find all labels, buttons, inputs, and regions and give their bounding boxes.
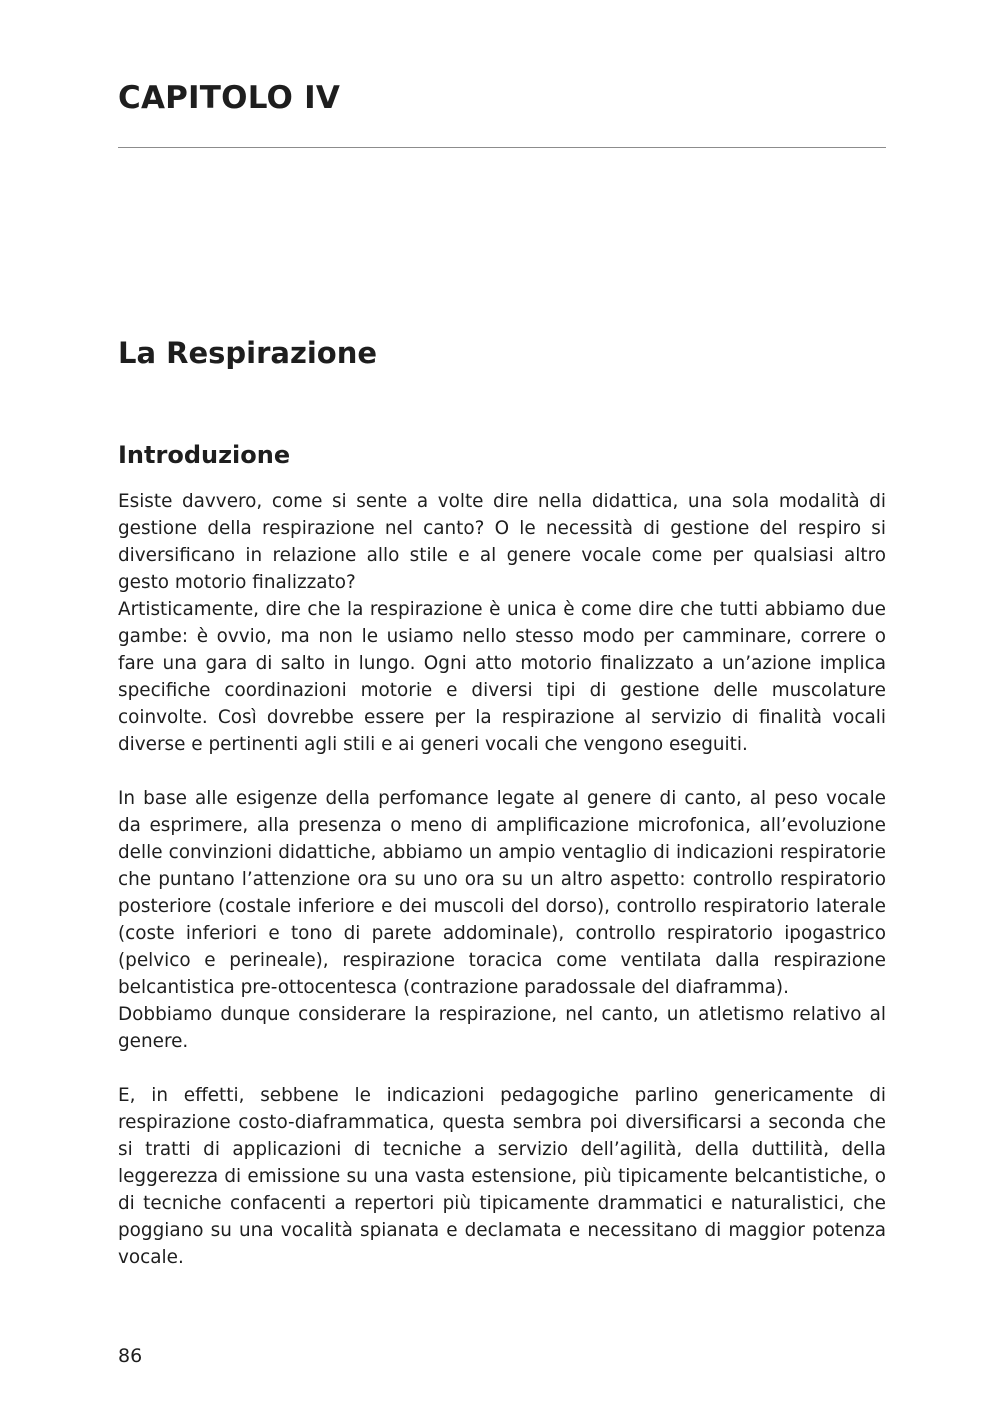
paragraph-line: Esiste davvero, come si sente a volte dire nella didattica, una sola modalità di gestione della respirazione nel canto? O le necessità di gestione del respiro si diversificano in relazione allo stile e al genere vocale come per qualsiasi altro gesto motorio finalizzato?	[118, 491, 886, 593]
chapter-label: CAPITOLO IV	[118, 80, 341, 116]
section-title: Introduzione	[118, 441, 291, 469]
paragraph-line: In base alle esigenze della perfomance legate al genere di canto, al peso vocale da esprimere, alla presenza o meno di amplificazione microfonica, all’evoluzione delle convinzioni didattiche, abbiamo un ampio ventaglio di indicazioni respiratorie che puntano l’attenzione ora su uno ora su un altro aspetto: controllo respiratorio posteriore (costale inferiore e dei muscoli del dorso), controllo respiratorio laterale (coste inferiori e tono di parete addominale), controllo respiratorio ipogastrico (pelvico e perineale), respirazione toracica come ventilata dalla respirazione belcantistica pre-ottocentesca (contrazione paradossale del diaframma).	[118, 788, 886, 998]
paragraph-line: E, in effetti, sebbene le indicazioni pedagogiche parlino genericamente di respirazione costo-diaframmatica, questa sembra poi diversificarsi a seconda che si tratti di applicazioni di tecniche a servizio dell’agilità, della duttilità, della leggerezza di emissione su una vasta estensione, più tipicamente belcantistiche, o di tecniche confacenti a repertori più tipicamente drammatici e naturalistici, che poggiano su una vocalità spianata e declamata e necessitano di maggior potenza vocale.	[118, 1085, 886, 1268]
body-text	[118, 488, 886, 1298]
chapter-divider	[118, 147, 886, 148]
paragraph-line: Dobbiamo dunque considerare la respirazione, nel canto, un atletismo relativo al genere.	[118, 1004, 886, 1052]
paragraph-1	[118, 488, 886, 758]
paragraph-line: Artisticamente, dire che la respirazione è unica è come dire che tutti abbiamo due gambe: è ovvio, ma non le usiamo nello stesso modo per camminare, correre o fare una gara di salto in lungo. Ogni atto motorio finalizzato a un’azione implica specifiche coordinazioni motorie e diversi tipi di gestione delle muscolature coinvolte. Così dovrebbe essere per la respirazione al servizio di finalità vocali diverse e pertinenti agli stili e ai generi vocali che vengono eseguiti.	[118, 599, 886, 755]
paragraph-2	[118, 785, 886, 1055]
book-page	[118, 0, 886, 1417]
paragraph-3	[118, 1082, 886, 1271]
page-number: 86	[118, 1345, 143, 1367]
chapter-title: La Respirazione	[118, 336, 378, 370]
